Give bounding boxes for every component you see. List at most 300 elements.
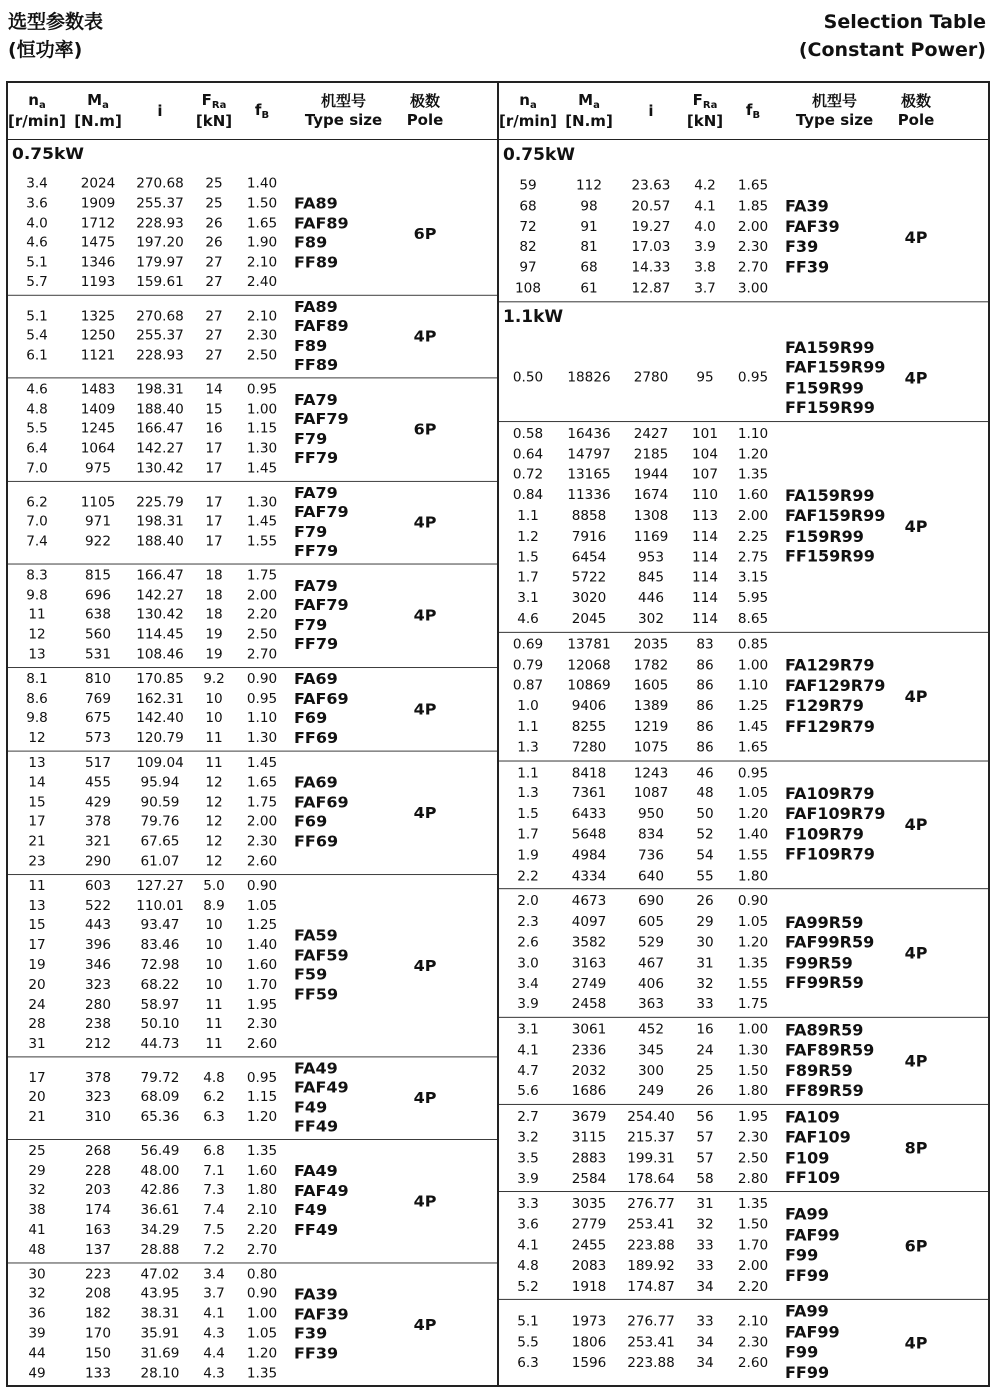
torque-cell: 517 <box>85 755 111 771</box>
torque-cell: 12068 <box>567 657 611 673</box>
gear-group <box>499 336 988 422</box>
pole-count: 4P <box>413 956 437 975</box>
torque-cell: 182 <box>85 1306 111 1322</box>
table-row <box>499 1194 777 1215</box>
service-factor-cell: 1.35 <box>737 466 769 483</box>
ratio-cell: 197.20 <box>136 235 184 251</box>
speed-cell: 1.0 <box>517 698 539 715</box>
ratio-cell: 19.27 <box>631 218 671 235</box>
torque-cell: 3020 <box>571 590 607 607</box>
gear-group <box>8 668 497 752</box>
pole-count: 6P <box>413 420 437 439</box>
speed-cell: 6.1 <box>26 348 48 364</box>
table-row <box>8 346 286 366</box>
type-size: FAF159R99 <box>785 358 886 377</box>
ratio-cell: 1389 <box>633 698 669 715</box>
header-i: i <box>648 101 654 120</box>
torque-cell: 3035 <box>571 1196 607 1213</box>
torque-cell: 5648 <box>571 826 607 843</box>
type-size-list <box>777 1020 892 1102</box>
table-row <box>8 1015 286 1035</box>
header-i: i <box>157 101 163 120</box>
pole-count: 4P <box>413 700 437 719</box>
header-type-size: 机型号 Type size <box>795 92 874 129</box>
ratio-cell: 446 <box>638 590 664 607</box>
torque-cell: 10869 <box>567 677 611 694</box>
speed-cell: 0.64 <box>512 446 544 463</box>
radial-load-cell: 19 <box>205 647 223 663</box>
type-size: F79 <box>294 615 328 634</box>
service-factor-cell: 1.40 <box>246 937 278 954</box>
table-row <box>8 625 286 645</box>
radial-load-cell: 17 <box>205 514 223 530</box>
torque-cell: 675 <box>85 711 111 727</box>
service-factor-cell: 1.60 <box>246 957 278 973</box>
type-size-list <box>777 424 892 630</box>
radial-load-cell: 26 <box>696 893 714 910</box>
radial-load-cell: 33 <box>696 1258 714 1275</box>
table-row <box>8 1221 286 1241</box>
table-row <box>8 513 286 533</box>
header-ma: $M_a$ [N.m] <box>74 91 122 130</box>
service-factor-cell: 1.85 <box>737 198 769 215</box>
table-row <box>499 784 777 805</box>
ratio-cell: 605 <box>638 914 664 930</box>
service-factor-cell: 1.55 <box>246 534 278 550</box>
radial-load-cell: 12 <box>205 814 223 830</box>
type-size: FA89R59 <box>785 1020 864 1040</box>
radial-load-cell: 25 <box>696 1063 714 1079</box>
ratio-cell: 255.37 <box>136 195 184 212</box>
ratio-cell: 255.37 <box>136 328 184 344</box>
table-row <box>499 655 777 676</box>
torque-cell: 163 <box>85 1222 111 1238</box>
radial-load-cell: 101 <box>692 425 718 442</box>
service-factor-cell: 2.20 <box>246 607 278 623</box>
column-header <box>499 83 988 140</box>
service-factor-cell: 2.60 <box>246 854 278 870</box>
ratio-cell: 736 <box>638 847 664 864</box>
torque-cell: 9406 <box>571 698 607 715</box>
radial-load-cell: 18 <box>205 607 223 623</box>
speed-cell: 12 <box>28 730 46 747</box>
table-row <box>499 1277 777 1298</box>
table-row <box>499 763 777 784</box>
gear-group <box>8 1057 497 1140</box>
speed-cell: 2.2 <box>517 867 539 884</box>
ratio-cell: 110.01 <box>136 898 184 914</box>
ratio-cell: 36.61 <box>140 1202 180 1219</box>
radial-load-cell: 113 <box>692 508 718 524</box>
service-factor-cell: 2.75 <box>737 549 769 566</box>
torque-cell: 2584 <box>571 1170 607 1187</box>
speed-cell: 7.0 <box>26 514 48 530</box>
table-row <box>8 1142 286 1162</box>
service-factor-cell: 1.25 <box>737 698 769 715</box>
type-size: F49 <box>294 1098 328 1117</box>
table-row <box>8 214 286 234</box>
table-row <box>8 400 286 420</box>
table-row <box>499 568 777 589</box>
ratio-cell: 58.97 <box>140 997 180 1013</box>
ratio-cell: 225.79 <box>136 494 184 510</box>
type-size: FAF109R79 <box>785 804 886 824</box>
type-size: F109 <box>785 1148 830 1168</box>
gear-group <box>8 378 497 481</box>
table-row <box>499 1215 777 1236</box>
speed-cell: 21 <box>28 1109 46 1126</box>
ratio-cell: 1782 <box>633 657 669 673</box>
torque-cell: 1105 <box>80 494 116 510</box>
service-factor-cell: 1.00 <box>737 657 769 673</box>
ratio-cell: 2035 <box>633 636 669 653</box>
type-size: F79 <box>294 522 328 541</box>
torque-cell: 429 <box>85 794 111 811</box>
speed-cell: 1.1 <box>517 508 539 524</box>
ratio-cell: 162.31 <box>136 691 184 707</box>
service-factor-cell: 1.35 <box>246 1143 278 1159</box>
service-factor-cell: 0.80 <box>246 1266 278 1283</box>
torque-cell: 2083 <box>571 1258 607 1275</box>
speed-cell: 4.8 <box>26 401 48 417</box>
table-row <box>499 635 777 656</box>
table-row <box>499 1148 777 1169</box>
torque-cell: 971 <box>85 514 111 530</box>
table-row <box>499 1061 777 1082</box>
speed-cell: 6.2 <box>26 494 48 510</box>
type-size-list <box>777 1107 892 1189</box>
ratio-cell: 65.36 <box>140 1109 180 1126</box>
type-size: FAF89 <box>294 316 349 335</box>
radial-load-cell: 16 <box>205 421 223 437</box>
torque-cell: 2045 <box>571 611 607 627</box>
radial-load-cell: 107 <box>692 466 718 483</box>
radial-load-cell: 110 <box>692 487 718 504</box>
radial-load-cell: 4.0 <box>694 218 716 235</box>
table-row <box>8 420 286 440</box>
table-row <box>499 237 777 258</box>
service-factor-cell: 0.95 <box>246 1070 278 1086</box>
radial-load-cell: 114 <box>692 611 718 627</box>
radial-load-cell: 4.3 <box>203 1326 225 1342</box>
radial-load-cell: 9.2 <box>203 671 225 687</box>
speed-cell: 15 <box>28 794 46 811</box>
table-row <box>8 956 286 976</box>
service-factor-cell: 1.80 <box>246 1183 278 1199</box>
radial-load-cell: 7.5 <box>203 1222 225 1238</box>
ratio-cell: 640 <box>638 867 664 884</box>
ratio-cell: 166.47 <box>136 568 184 584</box>
torque-cell: 1325 <box>80 308 116 324</box>
service-factor-cell: 2.10 <box>246 308 278 324</box>
pole-count: 4P <box>904 686 928 706</box>
radial-load-cell: 12 <box>205 794 223 811</box>
type-size: FAF89 <box>294 213 349 233</box>
table-row <box>8 1285 286 1305</box>
service-factor-cell: 1.05 <box>246 898 278 914</box>
torque-cell: 3163 <box>571 955 607 972</box>
ratio-cell: 198.31 <box>136 514 184 530</box>
speed-cell: 9.8 <box>26 587 48 604</box>
torque-cell: 6454 <box>571 549 607 566</box>
torque-cell: 228 <box>85 1163 111 1179</box>
service-factor-cell: 2.00 <box>737 1258 769 1275</box>
torque-cell: 2024 <box>80 176 116 192</box>
torque-cell: 1686 <box>571 1083 607 1100</box>
service-factor-cell: 1.30 <box>246 441 278 457</box>
data-rows <box>8 566 286 665</box>
speed-cell: 36 <box>28 1306 46 1322</box>
radial-load-cell: 4.4 <box>203 1345 225 1362</box>
radial-load-cell: 50 <box>696 806 714 823</box>
service-factor-cell: 1.55 <box>737 847 769 864</box>
speed-cell: 13 <box>28 755 46 771</box>
torque-cell: 8858 <box>571 508 607 524</box>
type-size: FF79 <box>294 635 339 654</box>
type-size-list <box>286 484 401 562</box>
ratio-cell: 845 <box>638 569 664 586</box>
table-row <box>499 444 777 465</box>
type-size-list <box>777 891 892 1014</box>
table-row <box>8 1305 286 1325</box>
data-rows <box>8 174 286 292</box>
radial-load-cell: 4.1 <box>694 198 716 215</box>
service-factor-cell: 1.75 <box>737 996 769 1013</box>
torque-cell: 4097 <box>571 914 607 930</box>
ratio-cell: 83.46 <box>140 937 180 954</box>
radial-load-cell: 18 <box>205 568 223 584</box>
table-row <box>499 1082 777 1103</box>
radial-load-cell: 33 <box>696 1237 714 1254</box>
radial-load-cell: 11 <box>205 730 223 747</box>
service-factor-cell: 1.50 <box>737 1063 769 1079</box>
service-factor-cell: 1.20 <box>246 1345 278 1362</box>
speed-cell: 13 <box>28 647 46 663</box>
speed-cell: 4.1 <box>517 1237 539 1254</box>
radial-load-cell: 17 <box>205 534 223 550</box>
radial-load-cell: 33 <box>696 1313 714 1330</box>
speed-cell: 29 <box>28 1163 46 1179</box>
table-row <box>8 233 286 253</box>
service-factor-cell: 1.45 <box>737 718 769 735</box>
radial-load-cell: 6.3 <box>203 1109 225 1126</box>
service-factor-cell: 0.85 <box>737 636 769 653</box>
service-factor-cell: 2.20 <box>737 1278 769 1295</box>
radial-load-cell: 10 <box>205 937 223 954</box>
pole-count: 8P <box>904 1138 928 1158</box>
table-row <box>499 1256 777 1277</box>
type-size: FAF89R59 <box>785 1040 875 1060</box>
speed-cell: 1.7 <box>517 826 539 843</box>
pole-count: 4P <box>413 513 437 532</box>
title-chinese-line1: 选型参数表 <box>8 11 104 33</box>
type-size: FAF69 <box>294 689 349 708</box>
type-size: FF89 <box>294 355 339 374</box>
type-size: FF89 <box>294 252 339 271</box>
table-row <box>8 1088 286 1108</box>
table-row <box>499 527 777 548</box>
torque-cell: 16436 <box>567 425 611 442</box>
service-factor-cell: 1.20 <box>246 1109 278 1126</box>
table-row <box>8 896 286 916</box>
service-factor-cell: 2.70 <box>246 1242 278 1258</box>
radial-load-cell: 114 <box>692 590 718 607</box>
speed-cell: 4.8 <box>517 1258 539 1275</box>
type-size: FAF39 <box>294 1304 349 1323</box>
speed-cell: 31 <box>28 1036 46 1052</box>
torque-cell: 208 <box>85 1286 111 1302</box>
speed-cell: 5.1 <box>26 308 48 324</box>
ratio-cell: 302 <box>638 611 664 627</box>
ratio-cell: 56.49 <box>140 1143 180 1159</box>
table-row <box>8 566 286 586</box>
table-row <box>499 506 777 527</box>
gear-group <box>499 422 988 633</box>
torque-cell: 4673 <box>571 893 607 910</box>
table-row <box>8 1265 286 1285</box>
type-size-list <box>286 753 401 871</box>
radial-load-cell: 3.7 <box>203 1286 225 1302</box>
data-rows <box>499 1194 777 1297</box>
header-fra: $F_{Ra}$ [kN] <box>195 91 233 130</box>
type-size: F159R99 <box>785 378 864 398</box>
radial-load-cell: 6.2 <box>203 1090 225 1106</box>
type-size-list <box>286 1059 401 1137</box>
ratio-cell: 142.27 <box>136 441 184 457</box>
radial-load-cell: 86 <box>696 718 714 735</box>
gear-group <box>499 761 988 889</box>
gear-group <box>499 633 988 761</box>
service-factor-cell: 2.60 <box>246 1036 278 1052</box>
header-pole: 极数 Pole <box>406 92 444 129</box>
type-size: FA69 <box>294 773 338 792</box>
speed-cell: 8.3 <box>26 568 48 584</box>
speed-cell: 3.1 <box>517 590 539 607</box>
ratio-cell: 254.40 <box>627 1109 675 1125</box>
radial-load-cell: 14 <box>205 381 223 398</box>
speed-cell: 3.9 <box>517 996 539 1013</box>
table-row <box>499 547 777 568</box>
pole-count: 6P <box>904 1236 928 1256</box>
service-factor-cell: 2.50 <box>246 348 278 364</box>
type-size: FAF79 <box>294 409 349 428</box>
gear-group <box>8 752 497 875</box>
type-size: F49 <box>294 1201 328 1220</box>
type-size: F99 <box>785 1245 819 1265</box>
type-size: FA59 <box>294 926 338 945</box>
ratio-cell: 253.41 <box>627 1334 675 1351</box>
type-size: FA39 <box>294 1285 338 1304</box>
radial-load-cell: 56 <box>696 1109 714 1125</box>
type-size: FA69 <box>294 670 338 689</box>
torque-cell: 112 <box>576 177 602 194</box>
speed-cell: 19 <box>28 957 46 973</box>
table-row <box>8 1181 286 1201</box>
radial-load-cell: 10 <box>205 918 223 934</box>
ratio-cell: 276.77 <box>627 1313 675 1330</box>
ratio-cell: 188.40 <box>136 401 184 417</box>
ratio-cell: 67.65 <box>140 834 180 850</box>
radial-load-cell: 86 <box>696 677 714 694</box>
speed-cell: 3.6 <box>517 1217 539 1233</box>
torque-cell: 2336 <box>571 1042 607 1059</box>
speed-cell: 1.7 <box>517 569 539 586</box>
table-row <box>499 953 777 974</box>
ratio-cell: 529 <box>638 934 664 951</box>
service-factor-cell: 3.00 <box>737 280 769 297</box>
service-factor-cell: 2.10 <box>737 1313 769 1330</box>
speed-cell: 4.0 <box>26 215 48 231</box>
ratio-cell: 249 <box>638 1083 664 1100</box>
radial-load-cell: 57 <box>696 1129 714 1146</box>
torque-cell: 238 <box>85 1016 111 1033</box>
torque-cell: 815 <box>85 568 111 584</box>
type-size: FAF49 <box>294 1078 349 1097</box>
radial-load-cell: 86 <box>696 657 714 673</box>
pole-count: 4P <box>904 815 928 835</box>
speed-cell: 1.9 <box>517 847 539 864</box>
service-factor-cell: 1.00 <box>246 401 278 417</box>
table-row <box>499 737 777 758</box>
table-row <box>8 753 286 773</box>
ratio-cell: 1243 <box>633 765 669 781</box>
type-size: FF99 <box>785 1363 830 1382</box>
ratio-cell: 109.04 <box>136 755 184 771</box>
type-size-list <box>777 1302 892 1383</box>
header-fb: $f_B$ <box>254 100 270 121</box>
speed-cell: 5.5 <box>517 1334 539 1351</box>
service-factor-cell: 1.80 <box>737 1083 769 1100</box>
type-size: FF129R79 <box>785 716 875 736</box>
ratio-cell: 114.45 <box>136 627 184 643</box>
type-size: F89 <box>294 336 328 355</box>
type-size: FA79 <box>294 576 338 595</box>
radial-load-cell: 12 <box>205 854 223 870</box>
table-row <box>8 995 286 1015</box>
speed-cell: 2.3 <box>517 914 539 930</box>
speed-cell: 8.1 <box>26 671 48 687</box>
torque-cell: 280 <box>85 997 111 1013</box>
table-row <box>8 916 286 936</box>
service-factor-cell: 3.15 <box>737 569 769 586</box>
ratio-cell: 44.73 <box>140 1036 180 1052</box>
speed-cell: 0.72 <box>512 466 544 483</box>
ratio-cell: 68.22 <box>140 977 180 993</box>
type-size: FA49 <box>294 1059 338 1078</box>
table-row <box>499 845 777 866</box>
speed-cell: 0.84 <box>512 487 544 504</box>
data-rows <box>8 1059 286 1137</box>
torque-cell: 696 <box>85 587 111 604</box>
data-rows <box>499 891 777 1014</box>
speed-cell: 1.2 <box>517 528 539 545</box>
radial-load-cell: 7.1 <box>203 1163 225 1179</box>
torque-cell: 1121 <box>80 348 116 364</box>
torque-cell: 1973 <box>571 1313 607 1330</box>
table-row <box>499 717 777 738</box>
ratio-cell: 130.42 <box>136 607 184 623</box>
radial-load-cell: 4.8 <box>203 1070 225 1086</box>
data-rows <box>8 1265 286 1383</box>
torque-cell: 1483 <box>80 381 116 398</box>
table-row <box>499 1040 777 1061</box>
radial-load-cell: 11 <box>205 1036 223 1052</box>
radial-load-cell: 83 <box>696 636 714 653</box>
radial-load-cell: 3.8 <box>694 259 716 276</box>
speed-cell: 44 <box>28 1345 46 1362</box>
torque-cell: 2455 <box>571 1237 607 1254</box>
speed-cell: 11 <box>28 878 46 894</box>
